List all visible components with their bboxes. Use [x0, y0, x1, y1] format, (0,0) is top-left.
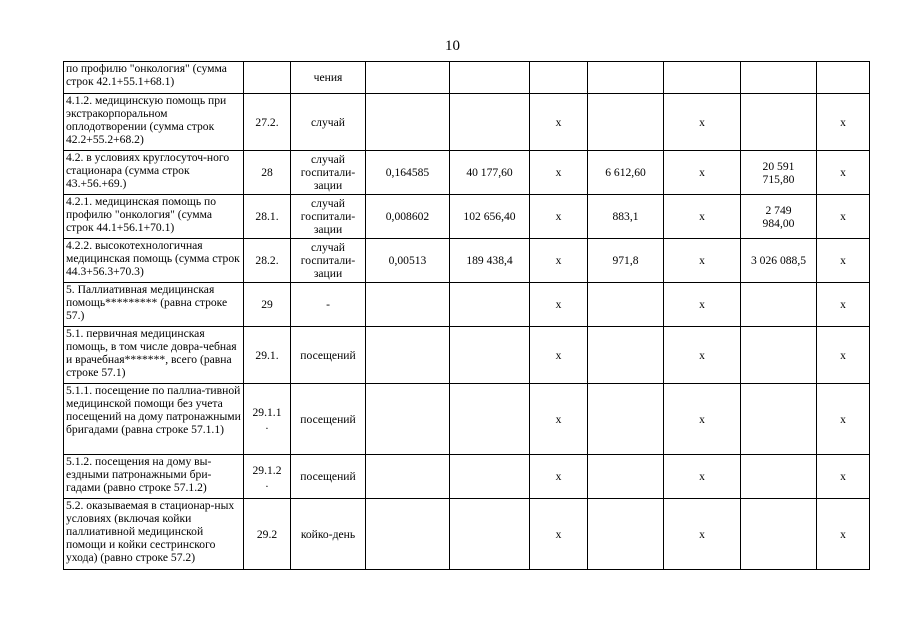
x-cell: х [530, 283, 588, 327]
x-cell: х [817, 384, 870, 455]
per-capita-cell [588, 384, 664, 455]
row-primary-palliative [64, 327, 870, 384]
row-high-tech [64, 239, 870, 283]
norm-cell: 0,164585 [366, 151, 450, 195]
x-cell: х [817, 499, 870, 570]
row-home-visits [64, 455, 870, 499]
x-cell: х [530, 94, 588, 151]
x-cell: х [664, 94, 741, 151]
indicator-cell: 5.2. оказываемая в стационар-ных условиях (включая койки паллиативной медицинской помощи и койки сестринского ухода) (равно строке 57.2) [64, 499, 244, 570]
x-cell: х [530, 195, 588, 239]
indicator-cell: 5. Паллиативная медицинская помощь********* (равна строке 57.) [64, 283, 244, 327]
x-cell: х [817, 94, 870, 151]
per-capita-cell [588, 455, 664, 499]
indicator-cell: 4.2. в условиях круглосуточ-ного стационара (сумма строк 43.+56.+69.) [64, 151, 244, 195]
x-cell: х [817, 151, 870, 195]
x-cell: х [530, 455, 588, 499]
cost-cell [450, 384, 530, 455]
amount-cell [741, 327, 817, 384]
amount-cell: 3 026 088,5 [741, 239, 817, 283]
norm-cell [366, 94, 450, 151]
x-cell: х [817, 239, 870, 283]
x-cell: х [664, 384, 741, 455]
per-capita-cell [588, 94, 664, 151]
per-capita-cell: 883,1 [588, 195, 664, 239]
row-palliative [64, 283, 870, 327]
indicator-cell: 4.2.2. высокотехнологичная медицинская помощь (сумма строк 44.3+56.3+70.3) [64, 239, 244, 283]
line-number-cell: 29.2 [244, 499, 291, 570]
norm-cell [366, 327, 450, 384]
x-cell: х [530, 384, 588, 455]
line-number-cell: 28 [244, 151, 291, 195]
line-number-cell: 28.1. [244, 195, 291, 239]
x-cell: х [817, 283, 870, 327]
x-cell: х [664, 195, 741, 239]
line-number-cell: 29.1. [244, 327, 291, 384]
cost-cell: 102 656,40 [450, 195, 530, 239]
cost-cell [450, 62, 530, 94]
unit-cell: посещений [291, 327, 366, 384]
per-capita-cell [588, 327, 664, 384]
indicator-cell: 4.1.2. медицинскую помощь при экстракорпоральном оплодотворении (сумма строк 42.2+55.2+68.2) [64, 94, 244, 151]
unit-cell: случай госпитали-зации [291, 239, 366, 283]
unit-cell: - [291, 283, 366, 327]
cost-cell: 189 438,4 [450, 239, 530, 283]
amount-cell [741, 94, 817, 151]
x-cell: х [664, 327, 741, 384]
line-number-cell: 27.2. [244, 94, 291, 151]
x-cell [817, 62, 870, 94]
row-palliative-visits [64, 384, 870, 455]
indicator-cell: 5.1. первичная медицинская помощь, в том числе довра-чебная и врачебная*******, всего (равна строке 57.1) [64, 327, 244, 384]
amount-cell [741, 499, 817, 570]
unit-cell: посещений [291, 455, 366, 499]
amount-cell [741, 283, 817, 327]
norm-cell [366, 455, 450, 499]
cost-cell [450, 455, 530, 499]
row-stationary-palliative [64, 499, 870, 570]
indicator-cell: по профилю "онкология" (сумма строк 42.1+55.1+68.1) [64, 62, 244, 94]
per-capita-cell: 6 612,60 [588, 151, 664, 195]
x-cell: х [530, 499, 588, 570]
x-cell [664, 62, 741, 94]
unit-cell: случай госпитали-зации [291, 151, 366, 195]
x-cell: х [817, 327, 870, 384]
line-number-cell [244, 62, 291, 94]
per-capita-cell [588, 283, 664, 327]
x-cell: х [530, 239, 588, 283]
x-cell: х [664, 499, 741, 570]
page-number: 10 [445, 38, 460, 54]
amount-cell [741, 455, 817, 499]
unit-cell: случай [291, 94, 366, 151]
financing-table [63, 61, 870, 570]
cost-cell [450, 94, 530, 151]
indicator-cell: 5.1.1. посещение по паллиа-тивной медицинской помощи без учета посещений на дому патронажными бригадами (равна строке 57.1.1) [64, 384, 244, 455]
norm-cell [366, 384, 450, 455]
norm-cell [366, 499, 450, 570]
row-oncology-profile [64, 62, 870, 94]
row-oncology-stationary [64, 195, 870, 239]
x-cell [530, 62, 588, 94]
x-cell: х [664, 151, 741, 195]
norm-cell: 0,008602 [366, 195, 450, 239]
x-cell: х [664, 455, 741, 499]
cost-cell [450, 327, 530, 384]
unit-cell: посещений [291, 384, 366, 455]
amount-cell: 20 591 715,80 [741, 151, 817, 195]
per-capita-cell [588, 499, 664, 570]
norm-cell: 0,00513 [366, 239, 450, 283]
amount-cell: 2 749 984,00 [741, 195, 817, 239]
amount-cell [741, 62, 817, 94]
indicator-cell: 4.2.1. медицинская помощь по профилю "онкология" (сумма строк 44.1+56.1+70.1) [64, 195, 244, 239]
line-number-cell: 29.1.1 . [244, 384, 291, 455]
norm-cell [366, 62, 450, 94]
row-round-the-clock [64, 151, 870, 195]
amount-cell [741, 384, 817, 455]
line-number-cell: 29 [244, 283, 291, 327]
line-number-cell: 28.2. [244, 239, 291, 283]
unit-cell: чения [291, 62, 366, 94]
x-cell: х [530, 327, 588, 384]
cost-cell: 40 177,60 [450, 151, 530, 195]
indicator-cell: 5.1.2. посещения на дому вы-ездными патронажными бри-гадами (равно строке 57.1.2) [64, 455, 244, 499]
x-cell: х [664, 283, 741, 327]
x-cell: х [664, 239, 741, 283]
per-capita-cell [588, 62, 664, 94]
cost-cell [450, 499, 530, 570]
per-capita-cell: 971,8 [588, 239, 664, 283]
unit-cell: койко-день [291, 499, 366, 570]
line-number-cell: 29.1.2 . [244, 455, 291, 499]
x-cell: х [530, 151, 588, 195]
norm-cell [366, 283, 450, 327]
cost-cell [450, 283, 530, 327]
x-cell: х [817, 455, 870, 499]
row-ivf [64, 94, 870, 151]
x-cell: х [817, 195, 870, 239]
unit-cell: случай госпитали-зации [291, 195, 366, 239]
